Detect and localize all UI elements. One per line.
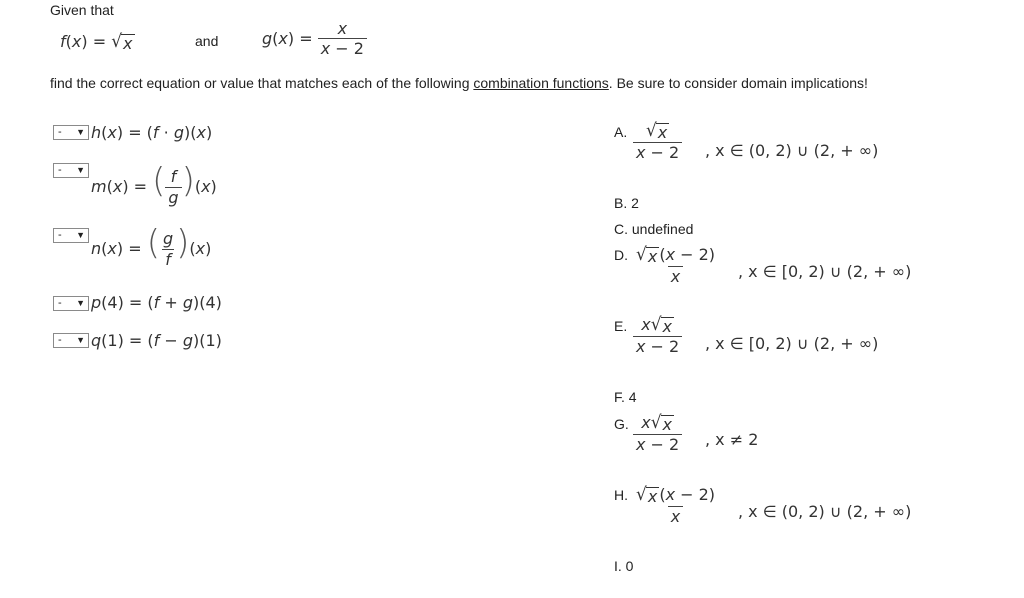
domain-text: x ≠ 2 [715, 430, 759, 449]
option-b [614, 195, 639, 211]
option-a-domain: , x ∈ (0, 2) ∪ (2, + ∞) [705, 141, 879, 160]
option-d-label: D. [614, 247, 628, 263]
chevron-down-icon: ▼ [76, 335, 85, 345]
option-c-label: C. [614, 221, 628, 237]
given-label: Given that [50, 2, 114, 18]
domain-text: x ∈ [0, 2) ∪ (2, + ∞) [748, 262, 912, 281]
instruction-suffix: . Be sure to consider domain implications! [608, 75, 868, 91]
answer-dropdown-h[interactable] [53, 125, 89, 140]
answer-dropdown-q[interactable] [53, 333, 89, 348]
option-h-domain: , x ∈ (0, 2) ∪ (2, + ∞) [738, 502, 912, 521]
option-b-label: B. [614, 195, 628, 211]
option-g-expression: x √ x x − 2 [633, 414, 682, 455]
option-e-expression: x √ x x − 2 [633, 316, 682, 357]
option-e-domain: , x ∈ [0, 2) ∪ (2, + ∞) [705, 334, 879, 353]
option-h-label: H. [614, 487, 628, 503]
option-a-expression: √ x x − 2 [633, 122, 682, 163]
dropdown-value: - [58, 297, 62, 309]
dropdown-value: - [58, 229, 62, 241]
instruction [50, 75, 868, 91]
question-h: h(x) = (f · g)(x) [91, 123, 213, 142]
g-definition: g(x) = $\frac{x}{x - 2}$ [262, 20, 367, 59]
option-d-expression: √ x (x − 2) x [636, 244, 716, 287]
option-f-value: 4 [628, 389, 637, 405]
question-q: q(1) = (f − g)(1) [91, 331, 222, 350]
answer-dropdown-p[interactable] [53, 296, 89, 311]
option-c [614, 221, 693, 237]
question-n: n(x) = ( $\frac{g}{f}$ )(x) [91, 223, 212, 269]
option-i-label: I. [614, 558, 622, 574]
option-a-label: A. [614, 124, 628, 140]
option-b-value: 2 [631, 195, 639, 211]
instruction-text: find the correct equation or value that matches each of the following [50, 75, 474, 91]
dropdown-value: - [58, 334, 62, 346]
chevron-down-icon: ▼ [76, 127, 85, 137]
option-e-label: E. [614, 318, 628, 334]
domain-text: x ∈ [0, 2) ∪ (2, + ∞) [715, 334, 879, 353]
question-p: p(4) = (f + g)(4) [91, 293, 222, 312]
option-g-label: G. [614, 416, 629, 432]
option-f [614, 389, 637, 405]
option-i [614, 558, 633, 574]
option-c-value: undefined [631, 221, 694, 237]
chevron-down-icon: ▼ [76, 230, 85, 240]
combination-functions-link[interactable]: combination functions [473, 75, 609, 91]
answer-dropdown-m[interactable] [53, 163, 89, 178]
domain-text: x ∈ (0, 2) ∪ (2, + ∞) [748, 502, 912, 521]
option-d-domain: , x ∈ [0, 2) ∪ (2, + ∞) [738, 262, 912, 281]
option-g-domain: , x ≠ 2 [705, 430, 759, 449]
chevron-down-icon: ▼ [76, 298, 85, 308]
f-definition: f(x) = √ x [60, 31, 133, 53]
dropdown-value: - [58, 126, 62, 138]
option-h-expression: √ x (x − 2) x [636, 484, 716, 527]
domain-text: x ∈ (0, 2) ∪ (2, + ∞) [715, 141, 879, 160]
question-m: m(x) = ( $\frac{f}{g}$ )(x) [91, 161, 217, 207]
option-i-value: 0 [625, 558, 634, 574]
chevron-down-icon: ▼ [76, 165, 85, 175]
option-f-label: F. [614, 389, 625, 405]
answer-dropdown-n[interactable] [53, 228, 89, 243]
dropdown-value: - [58, 164, 62, 176]
and-label: and [195, 33, 219, 49]
